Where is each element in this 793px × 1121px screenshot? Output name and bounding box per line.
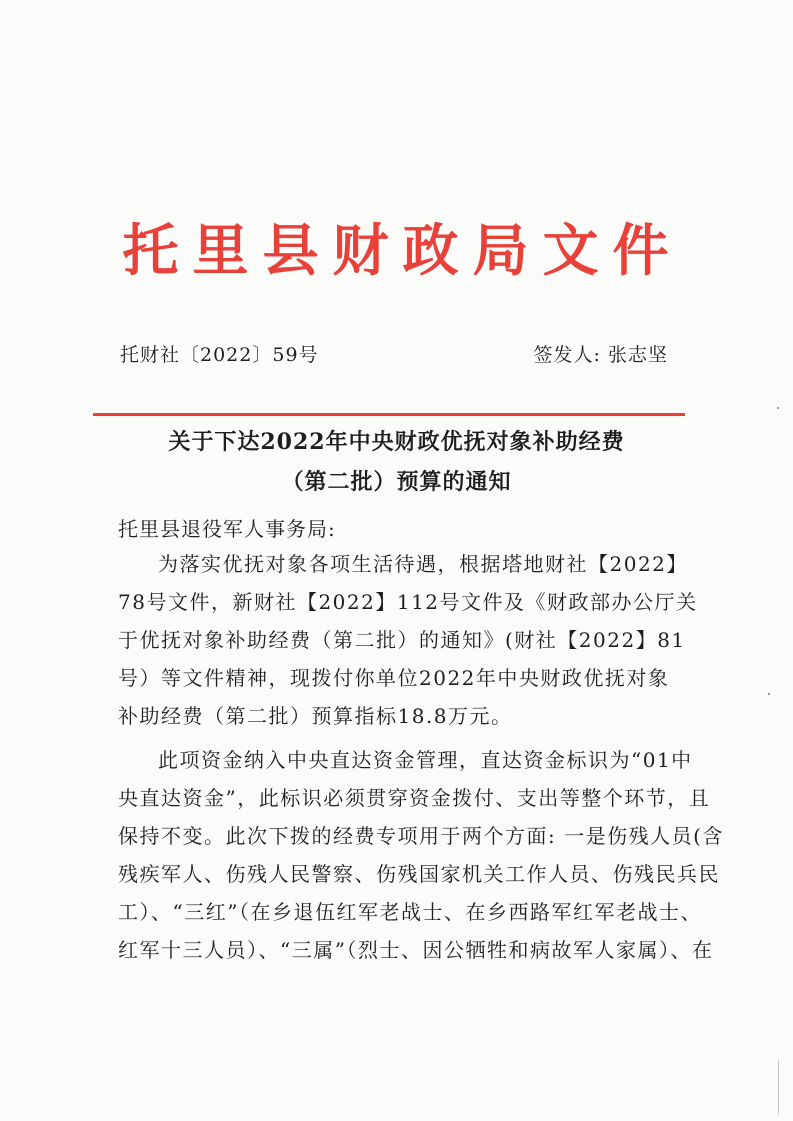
body-line: 工）、“三红”（在乡退伍红军老战士、在乡西路军红军老战士、 [118,900,702,924]
body-paragraph-1 [118,545,698,735]
scan-edge-mark [778,1060,779,1115]
recipient-line: 托里县退役军人事务局: [118,517,336,541]
document-number: 托财社〔2022〕59号 [120,344,319,366]
body-line: 于优抚对象补助经费（第二批）的通知》(财社【2022】81 [118,628,686,652]
document-masthead: 托里县财政局文件 [122,219,683,284]
body-line: 红军十三人员）、“三属”（烈士、因公牺牲和病故军人家属）、在 [118,938,714,962]
red-divider-line [93,413,685,416]
scan-speck [768,693,770,695]
body-line: 央直达资金”，此标识必须贯穿资金拨付、支出等整个环节，且 [118,786,711,810]
body-paragraph-2 [118,741,724,969]
body-line: 为落实优抚对象各项生活待遇，根据塔地财社【2022】 [158,552,688,576]
body-line: 号）等文件精神，现拨付你单位2022年中央财政优抚对象 [118,666,670,690]
document-body [118,545,724,969]
body-line: 补助经费（第二批）预算指标18.8万元。 [118,704,513,728]
body-line: 保持不变。此次下拨的经费专项用于两个方面: 一是伤残人员(含 [118,824,724,848]
scan-speck [777,407,779,409]
document-title-line-1: 关于下达2022年中央财政优抚对象补助经费 [168,429,625,455]
document-title-line-2: （第二批）预算的通知 [281,469,512,495]
body-line: 残疾军人、伤残人民警察、伤残国家机关工作人员、伤残民兵民 [118,862,720,886]
body-line: 78号文件，新财社【2022】112号文件及《财政部办公厅关 [118,590,698,614]
body-line: 此项资金纳入中央直达资金管理，直达资金标识为“01中 [158,748,693,772]
issuer-signature: 签发人: 张志坚 [533,344,668,366]
